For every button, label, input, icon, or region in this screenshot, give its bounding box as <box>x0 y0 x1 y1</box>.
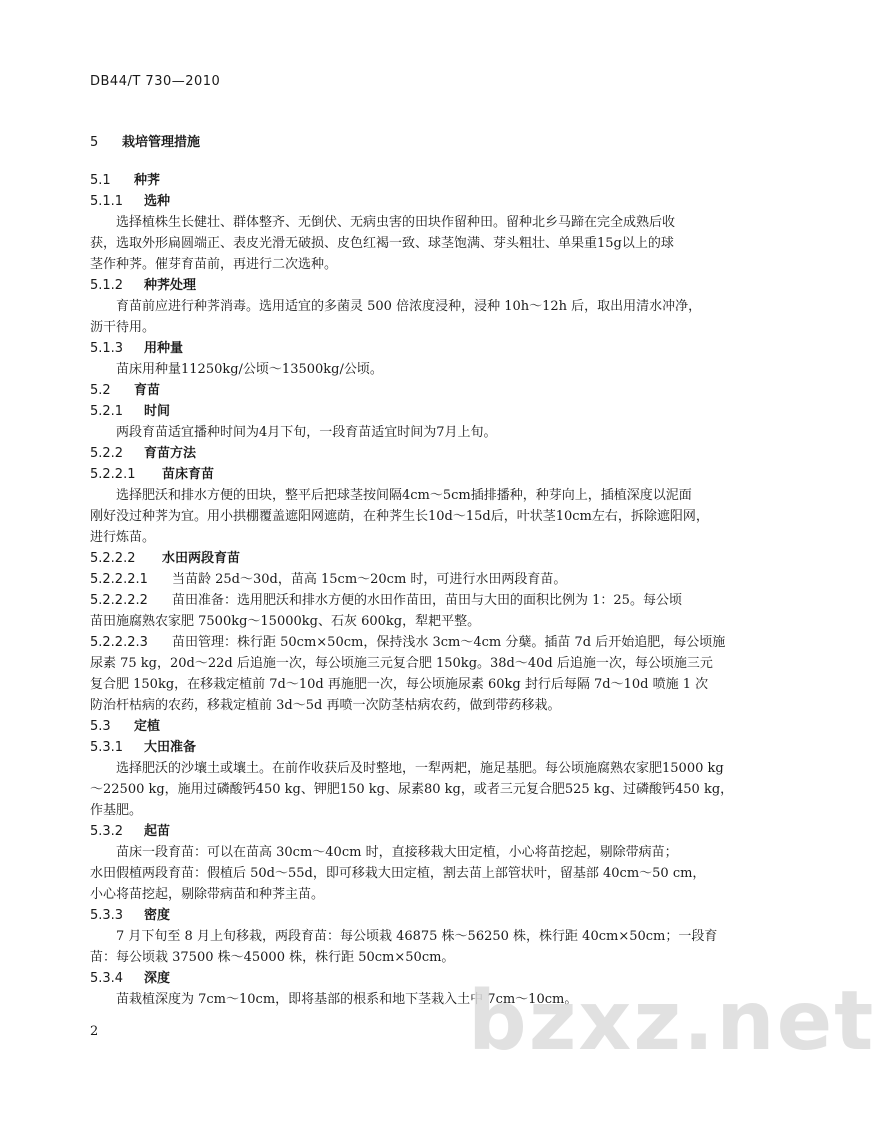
clause-number: 5.2.2.2.3 <box>90 635 148 650</box>
section-number: 5.2.2 <box>90 446 124 461</box>
section-heading <box>90 905 716 926</box>
paragraph-line: 育苗前应进行种荠消毒。选用适宜的多菌灵 500 倍浓度浸种，浸种 10h～12h 后，取出用清水冲净， <box>116 299 702 314</box>
section-heading <box>90 191 716 212</box>
document-body <box>90 132 734 1010</box>
paragraph-line: 小心将苗挖起，剔除带病苗和种荠主苗。 <box>90 887 325 902</box>
paragraph-line: 进行炼苗。 <box>90 530 156 545</box>
page-number: 2 <box>90 1024 99 1039</box>
clause-line <box>90 590 716 611</box>
section-title: 深度 <box>144 971 171 986</box>
paragraph-line: 选择肥沃的沙壤土或壤土。在前作收获后及时整地，一犁两耙，施足基肥。每公顷施腐熟农家肥15000 kg <box>116 761 724 776</box>
section-title: 栽培管理措施 <box>122 135 201 150</box>
section-title: 时间 <box>144 404 171 419</box>
section-title: 选种 <box>144 194 171 209</box>
section-heading <box>90 338 716 359</box>
paragraph-line: 苗：每公顷栽 37500 株～45000 株，株行距 50cm×50cm。 <box>90 950 455 965</box>
clause-text: 苗田管理：株行距 50cm×50cm，保持浅水 3cm～4cm 分蘖。插苗 7d 后开始追肥，每公顷施 <box>172 635 726 650</box>
clause-text: 尿素 75 kg，20d～22d 后追施一次，每公顷施三元复合肥 150kg。38d～40d 后追施一次，每公顷施三元 <box>90 656 713 671</box>
clause-text: 当苗龄 25d～30d，苗高 15cm～20cm 时，可进行水田两段育苗。 <box>172 572 567 587</box>
clause-text: 防治杆枯病的农药，移栽定植前 3d～5d 再喷一次防茎枯病农药，做到带药移栽。 <box>90 698 561 713</box>
section-heading <box>90 275 716 296</box>
section-number: 5.2.1 <box>90 404 124 419</box>
section-number: 5.1 <box>90 173 111 188</box>
section-number: 5 <box>90 135 99 150</box>
section-number: 5.3.3 <box>90 908 124 923</box>
section-heading <box>90 401 716 422</box>
paragraph-line: 苗床一段育苗：可以在苗高 30cm～40cm 时，直接移栽大田定植，小心将苗挖起，剔除带病苗； <box>116 845 678 860</box>
clause-text: 复合肥 150kg，在移栽定植前 7d～10d 再施肥一次，每公顷施尿素 60kg 封行后每隔 7d～10d 喷施 1 次 <box>90 677 709 692</box>
section-title: 育苗 <box>134 383 161 398</box>
section-title: 起苗 <box>144 824 171 839</box>
section-number: 5.3.4 <box>90 971 124 986</box>
section-number: 5.2.2.1 <box>90 467 136 482</box>
section-heading <box>90 132 716 158</box>
section-number: 5.1.3 <box>90 341 124 356</box>
standard-code: DB44/T 730—2010 <box>90 74 221 89</box>
clause-line <box>90 569 716 590</box>
clause-text: 苗田准备：选用肥沃和排水方便的水田作苗田，苗田与大田的面积比例为 1：25。每公顷 <box>172 593 682 608</box>
section-number: 5.2 <box>90 383 111 398</box>
paragraph-line: 苗床用种量11250kg/公顷～13500kg/公顷。 <box>116 362 383 377</box>
clause-number: 5.2.2.2.2 <box>90 593 148 608</box>
section-title: 育苗方法 <box>144 446 197 461</box>
section-heading <box>90 737 716 758</box>
paragraph-line: 刚好没过种荠为宜。用小拱棚覆盖遮阳网遮荫，在种荠生长10d～15d后，叶状茎10cm左右，拆除遮阳网， <box>90 509 709 524</box>
section-heading <box>90 548 716 569</box>
section-number: 5.3.1 <box>90 740 124 755</box>
paragraph-line: 水田假植两段育苗：假植后 50d～55d，即可移栽大田定植，割去苗上部管状叶，留基部 40cm～50 cm， <box>90 866 706 881</box>
clause-line <box>90 674 716 695</box>
section-title: 定植 <box>134 719 161 734</box>
section-title: 种荠 <box>134 173 161 188</box>
section-heading <box>90 170 716 191</box>
paragraph-line: 苗栽植深度为 7cm～10cm，即将基部的根系和地下茎栽入土中 7cm～10cm。 <box>116 992 578 1007</box>
section-number: 5.1.1 <box>90 194 124 209</box>
section-title: 大田准备 <box>144 740 197 755</box>
section-heading <box>90 380 716 401</box>
paragraph-line: 茎作种荠。催芽育苗前，再进行二次选种。 <box>90 257 338 272</box>
section-heading <box>90 716 716 737</box>
clause-line <box>90 611 716 632</box>
clause-line <box>90 653 716 674</box>
section-heading <box>90 443 716 464</box>
section-number: 5.1.2 <box>90 278 124 293</box>
paragraph-line: 选择植株生长健壮、群体整齐、无倒伏、无病虫害的田块作留种田。留种北乡马蹄在完全成熟后收 <box>116 215 676 230</box>
section-title: 苗床育苗 <box>162 467 215 482</box>
section-title: 用种量 <box>144 341 184 356</box>
section-title: 水田两段育苗 <box>162 551 241 566</box>
section-number: 5.3.2 <box>90 824 124 839</box>
section-heading <box>90 464 716 485</box>
paragraph-line: 7 月下旬至 8 月上旬移栽，两段育苗：每公顷栽 46875 株～56250 株，株行距 40cm×50cm；一段育 <box>116 929 718 944</box>
section-number: 5.3 <box>90 719 111 734</box>
section-heading <box>90 821 716 842</box>
paragraph-line: 沥干待用。 <box>90 320 156 335</box>
section-number: 5.2.2.2 <box>90 551 136 566</box>
clause-text: 苗田施腐熟农家肥 7500kg～15000kg、石灰 600kg，犁耙平整。 <box>90 614 481 629</box>
clause-line <box>90 695 716 716</box>
section-title: 种荠处理 <box>144 278 197 293</box>
paragraph-line: ～22500 kg，施用过磷酸钙450 kg、钾肥150 kg、尿素80 kg，或者三元复合肥525 kg、过磷酸钙450 kg， <box>90 782 734 797</box>
paragraph-line: 获，选取外形扁圆端正、表皮光滑无破损、皮色红褐一致、球茎饱满、芽头粗壮、单果重15g以上的球 <box>90 236 674 251</box>
paragraph-line: 选择肥沃和排水方便的田块，整平后把球茎按间隔4cm～5cm插排播种，种芽向上，插植深度以泥面 <box>116 488 692 503</box>
clause-line <box>90 632 726 653</box>
paragraph-line: 作基肥。 <box>90 803 143 818</box>
watermark: bzxz.net <box>468 974 875 1069</box>
clause-number: 5.2.2.2.1 <box>90 572 148 587</box>
section-title: 密度 <box>144 908 171 923</box>
paragraph-line: 两段育苗适宜播种时间为4月下旬，一段育苗适宜时间为7月上旬。 <box>116 425 497 440</box>
